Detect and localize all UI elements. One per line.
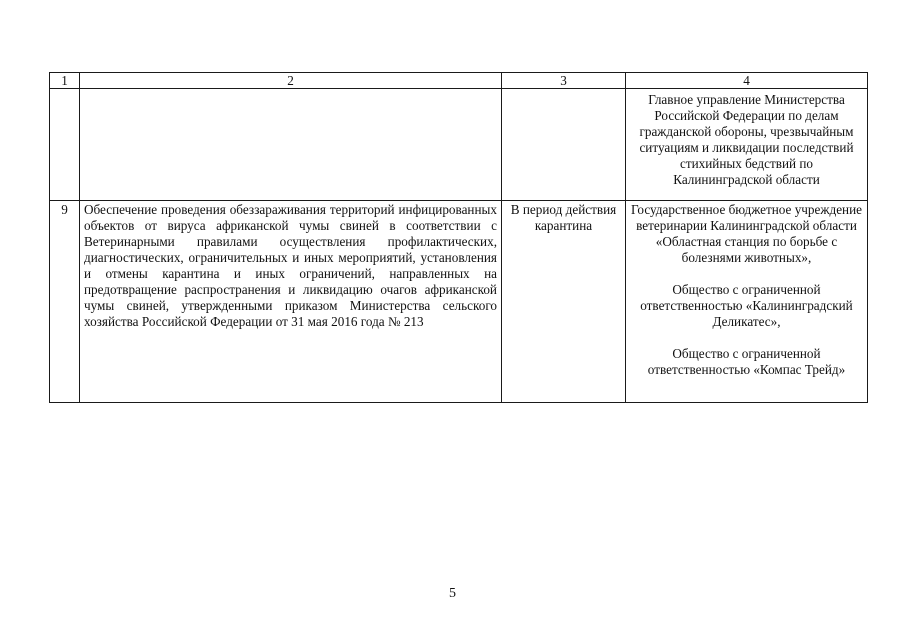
header-cell-3: 3 (502, 73, 626, 89)
row-9-period: В период действия карантина (502, 201, 626, 403)
responsible-org-3: Общество с ограниченной ответственностью «Компас Трейд» (647, 346, 846, 377)
paragraph-gap (630, 330, 863, 346)
header-cell-4: 4 (626, 73, 868, 89)
table-header-row (50, 73, 868, 89)
row-continuation-period (502, 89, 626, 201)
row-9-responsible (626, 201, 868, 403)
header-cell-1: 1 (50, 73, 80, 89)
table-row-continuation (50, 89, 868, 201)
paragraph-gap (630, 266, 863, 282)
row-9-number: 9 (50, 201, 80, 403)
row-continuation-description (80, 89, 502, 201)
row-9-description: Обеспечение проведения обеззараживания территорий инфицированных объектов от вируса африканской чумы свиней в соответствии с Ветеринарными правилами осуществления профилактических, диагностических, ограничительных и иных мероприятий, установления и отмены карантина и иных ограничений, направленных на предотвращение распространения и ликвидацию очагов африканской чумы свиней, утвержденными приказом Министерства сельского хозяйства Российской Федерации от 31 мая 2016 года № 213 (80, 201, 502, 403)
table-row-9 (50, 201, 868, 403)
row-continuation-responsible: Главное управление Министерства Российской Федерации по делам гражданской обороны, чрезвычайным ситуациям и ликвидации последствий стихийных бедствий по Калининградской области (626, 89, 868, 201)
page-number: 5 (449, 586, 456, 601)
responsible-org-2: Общество с ограниченной ответственностью «Калининградский Деликатес», (640, 282, 853, 329)
measures-table (49, 72, 868, 403)
header-cell-2: 2 (80, 73, 502, 89)
responsible-org-1: Государственное бюджетное учреждение ветеринарии Калининградской области «Областная станция по борьбе с болезнями животных», (630, 202, 863, 265)
row-continuation-number (50, 89, 80, 201)
